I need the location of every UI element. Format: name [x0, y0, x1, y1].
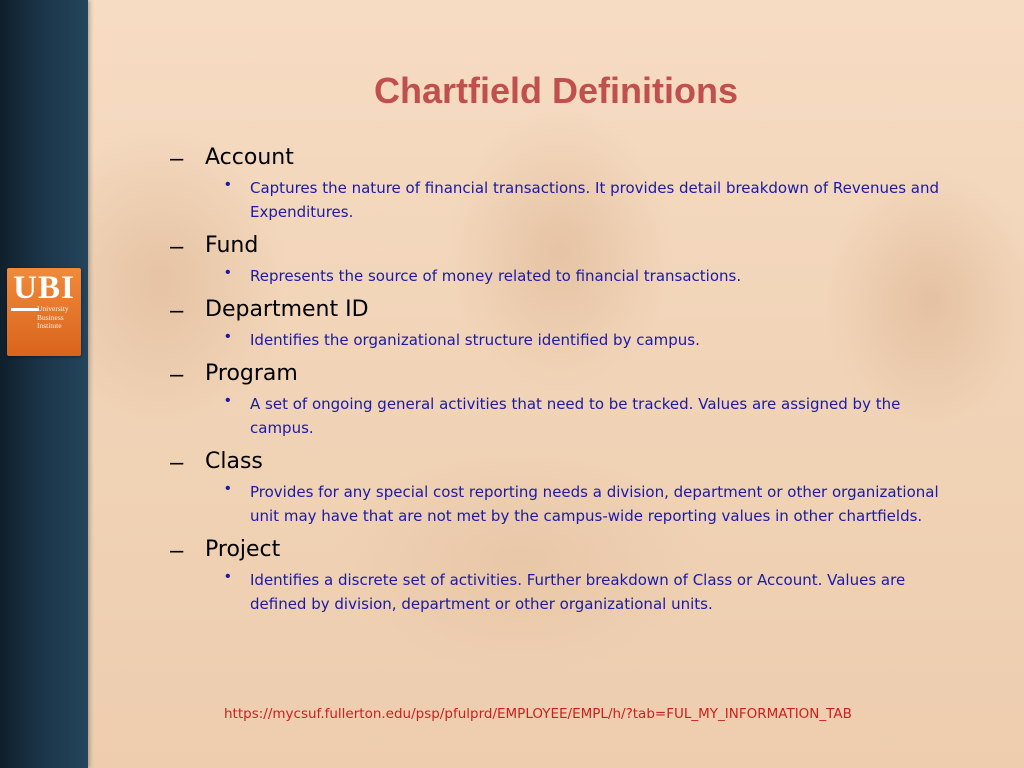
list-item — [170, 176, 970, 224]
list-item — [170, 480, 970, 528]
bullet-text: Identifies a discrete set of activities. Further breakdown of Class or Account. Values are defined by division, department or other organizational units. — [250, 571, 906, 613]
reference-link[interactable]: https://mycsuf.fullerton.edu/psp/pfulprd/EMPLOYEE/EMPL/h/?tab=FUL_MY_INFORMATION_TAB — [224, 706, 852, 722]
side-band — [0, 0, 88, 768]
logo-mark: UBI — [13, 270, 75, 306]
logo-subtitle: University Business Institute — [37, 304, 69, 330]
slide-title: Chartfield Definitions — [373, 70, 738, 111]
section-heading: Account — [205, 145, 294, 170]
bullet-icon: • — [225, 176, 231, 193]
definitions-list — [170, 144, 970, 624]
bullet-text: A set of ongoing general activities that need to be tracked. Values are assigned by the campus. — [250, 395, 901, 437]
list-item — [170, 264, 970, 288]
bullet-text: Captures the nature of financial transactions. It provides detail breakdown of Revenues and Expenditures. — [250, 179, 940, 221]
bullet-icon: • — [225, 392, 231, 409]
dash-marker: – — [170, 145, 184, 172]
list-item — [170, 328, 970, 352]
section-department-id — [170, 296, 970, 352]
section-fund — [170, 232, 970, 288]
section-heading: Program — [205, 361, 298, 386]
bullet-text: Identifies the organizational structure identified by campus. — [250, 331, 700, 349]
section-project — [170, 536, 970, 616]
section-account — [170, 144, 970, 224]
section-class — [170, 448, 970, 528]
dash-marker: – — [170, 449, 184, 476]
bullet-icon: • — [225, 480, 231, 497]
dash-marker: – — [170, 537, 184, 564]
logo-bar — [11, 308, 39, 311]
section-heading: Department ID — [205, 297, 369, 322]
bullet-icon: • — [225, 328, 231, 345]
section-program — [170, 360, 970, 440]
bullet-icon: • — [225, 264, 231, 281]
ubi-logo — [7, 268, 81, 356]
bullet-text: Represents the source of money related to financial transactions. — [250, 267, 742, 285]
section-heading: Class — [205, 449, 263, 474]
dash-marker: – — [170, 297, 184, 324]
list-item — [170, 568, 970, 616]
list-item — [170, 392, 970, 440]
section-heading: Fund — [205, 233, 259, 258]
bullet-icon: • — [225, 568, 231, 585]
section-heading: Project — [205, 537, 281, 562]
dash-marker: – — [170, 361, 184, 388]
bullet-text: Provides for any special cost reporting needs a division, department or other organizational unit may have that are not met by the campus-wide reporting values in other chartfields. — [250, 483, 939, 525]
dash-marker: – — [170, 233, 184, 260]
